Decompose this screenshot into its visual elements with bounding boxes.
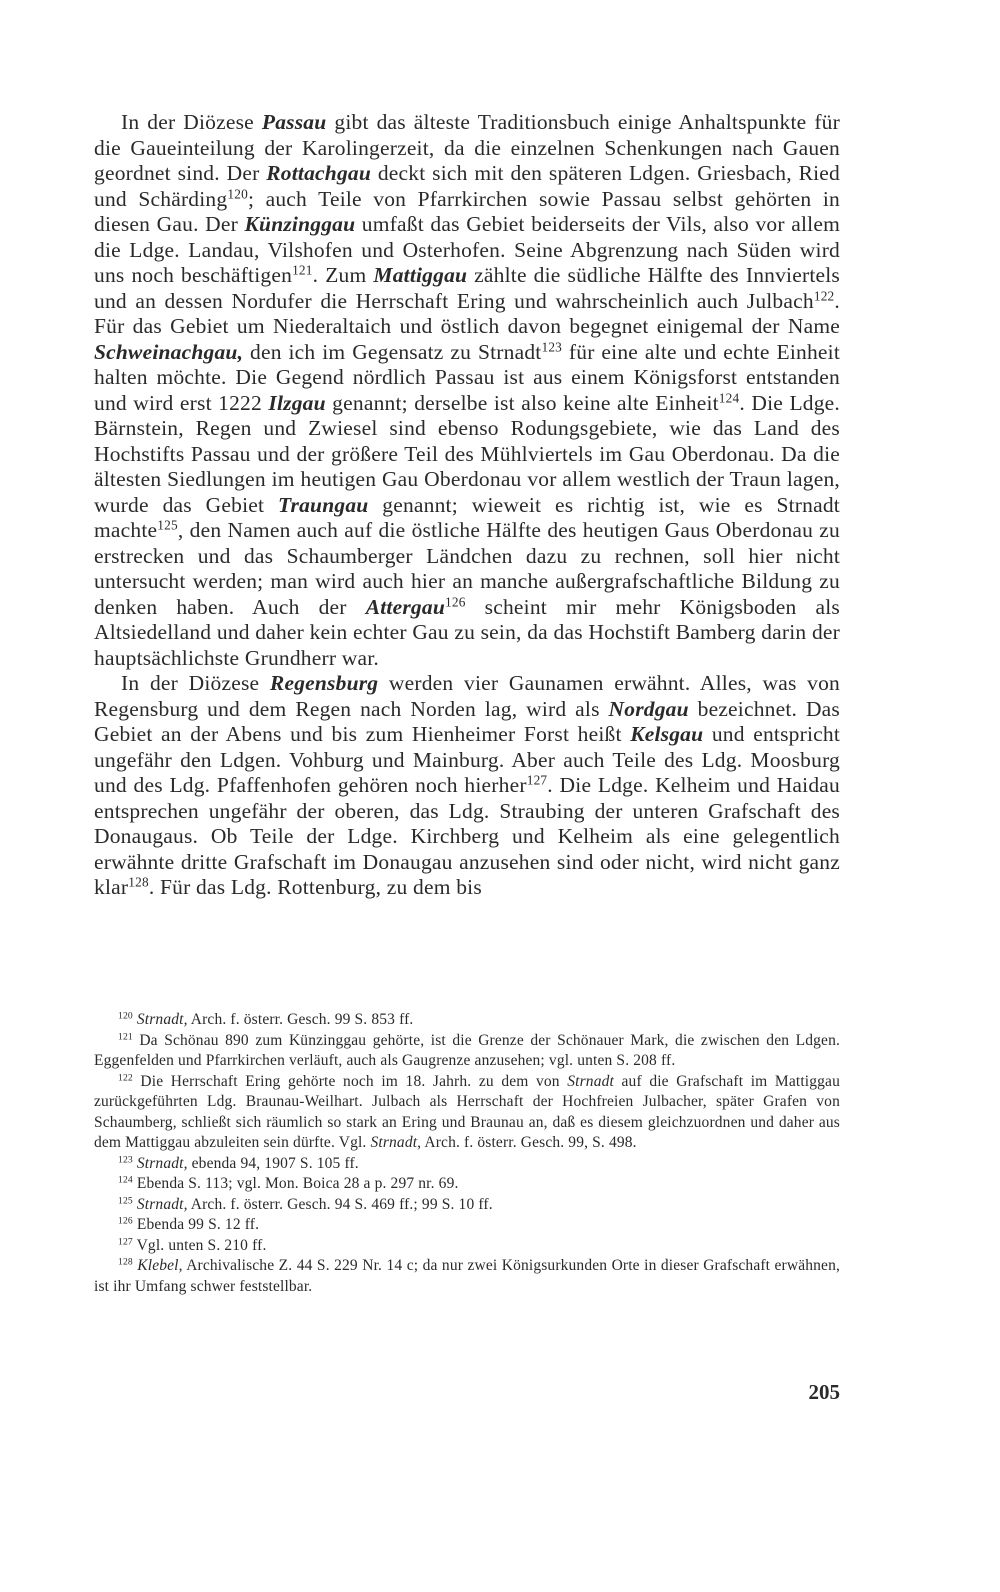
emphasized-place-name: Regensburg [269,671,379,695]
footnote-ref: 127 [526,772,548,788]
author-name: Strnadt, [136,1195,188,1213]
emphasized-place-name: Traungau [278,492,369,517]
text-run: den ich im Gegensatz zu Strnadt [243,339,542,364]
footnote-126 [94,1215,840,1236]
text-run: auf die Grafschaft im Mattiggau zurückgeführten Ldg. Braunau-Weilhart. Julbach als Herrschaft der Hochfreien Julbacher, später Grafen von Schaumberg, schließt sich räumlich so stark an Ering und Braunau an, daß es diesem gleichzuordnen und daher aus dem Mattiggau abzuleiten sein dürfte. Vgl. [94,1072,840,1151]
emphasized-place-name: Rottachgau [266,161,372,185]
text-run: Arch. f. österr. Gesch. 99 S. 853 ff. [187,1011,414,1028]
emphasized-place-name: Nordgau [608,696,689,721]
text-run: umfaßt das Gebiet beiderseits der Vils, also vor allem die Ldge. Landau, Vilshofen und Osterhofen. Seine Abgrenzung nach Süden wird uns noch beschäftigen [94,212,840,287]
text-run: Da Schönau 890 zum Künzinggau gehörte, ist die Grenze der Schönauer Mark, die zwischen den Ldgen. Eggenfelden und Pfarrkirchen verläuft, auch als Gaugrenze anzusehen; vgl. unten S. 208 ff. [94,1031,840,1069]
footnote-ref: 128 [118,1256,133,1268]
footnote-124 [94,1174,840,1195]
footnote-ref: 121 [118,1031,133,1043]
text-run: , den Namen auch auf die östliche Hälfte des heutigen Gaus Oberdonau zu erstrecken und das Schaumberger Ländchen dazu zu rechnen, soll hier nicht untersucht werden; man wird auch hier an manche außergrafschaftliche Bildung zu denken haben. Auch der [94,518,840,619]
text-run: scheint mir mehr Königsboden als Altsiedelland und daher kein echter Gau zu sein, da das Hochstift Bamberg darin der hauptsächlichste Grundherr war. [94,594,840,670]
text-run: Ebenda 99 S. 12 ff. [132,1216,260,1233]
text-run: . Die Ldge. Bärnstein, Regen und Zwiesel sind ebenso Rodungsgebiete, wie das Land des Hochstifts Passau und der größere Teil des Mühlviertels im Gau Oberdonau. Da die ältesten Siedlungen im heutigen Gau Oberdonau vor allem westlich der Traun lagen, wurde das Gebiet [94,390,840,517]
footnote-ref: 126 [118,1215,133,1227]
footnote-ref: 127 [118,1236,133,1248]
footnote-ref: 126 [444,594,466,610]
author-name: Strnadt, [136,1154,188,1172]
document-page [94,110,840,1570]
footnote-ref: 124 [718,390,740,406]
footnote-ref: 120 [227,186,248,202]
emphasized-place-name: Passau [261,110,327,134]
footnotes [94,1010,840,1297]
footnote-123 [94,1154,840,1175]
footnote-128 [94,1256,840,1297]
text-run: Vgl. unten S. 210 ff. [132,1236,267,1254]
footnote-ref: 122 [813,288,835,304]
text-run: Archivalische Z. 44 S. 229 Nr. 14 c; da nur zwei Königsurkunden Orte in dieser Grafschaft erwähnen, ist ihr Umfang schwer feststellbar. [94,1257,841,1295]
text-run: und entspricht ungefähr den Ldgen. Vohburg und Mainburg. Aber auch Teile des Ldg. Moosburg und des Ldg. Pfaffenhofen gehören noch hierher [94,722,840,797]
emphasized-place-name: Schweinachgau, [94,339,244,364]
text-run: deckt sich mit den späteren Ldgen. Griesbach, Ried und Schärding [94,161,840,211]
text-run: Ebenda S. 113; vgl. Mon. Boica 28 a p. 297 nr. 69. [132,1175,459,1192]
emphasized-place-name: Mattiggau [373,263,468,287]
author-name: Klebel, [137,1257,183,1274]
text-run: Arch. f. österr. Gesch. 99, S. 498. [421,1134,637,1151]
author-name: Strnadt [567,1072,614,1090]
emphasized-place-name: Künzinggau [244,212,356,236]
footnote-ref: 125 [157,517,178,533]
body-text [94,110,840,988]
emphasized-place-name: Ilzgau [268,390,326,415]
text-run: Arch. f. österr. Gesch. 94 S. 469 ff.; 99 S. 10 ff. [187,1195,493,1213]
footnote-122 [94,1072,840,1154]
emphasized-place-name: Kelsgau [630,722,704,746]
footnote-ref: 122 [118,1072,133,1084]
text-run: werden vier Gaunamen erwähnt. Alles, was von Regensburg und dem Regen nach Norden lag, wird als [94,671,840,721]
footnote-121 [94,1031,840,1072]
footnote-125 [94,1195,840,1216]
text-run: bezeichnet. Das Gebiet an der Abens und bis zum Hienheimer Forst heißt [94,696,840,746]
footnote-ref: 128 [128,874,149,890]
text-run: In der Diözese [121,110,262,134]
text-run: ebenda 94, 1907 S. 105 ff. [187,1154,359,1172]
paragraph-regensburg [94,671,840,901]
page-number: 205 [808,1380,840,1404]
footnote-120 [94,1010,840,1031]
text-run: zählte die südliche Hälfte des Innviertels und an dessen Nordufer die Herrschaft Ering und wahrscheinlich auch Julbach [94,263,840,313]
text-run: für eine alte und echte Einheit halten möchte. Die Gegend nördlich Passau ist aus einem Königsforst entstanden und wird erst 1222 [94,339,840,415]
text-run: . Für das Ldg. Rottenburg, zu dem bis [148,875,482,899]
text-run: genannt; derselbe ist also keine alte Einheit [325,390,719,415]
author-name: Strnadt, [370,1134,422,1151]
author-name: Strnadt, [136,1011,188,1028]
emphasized-place-name: Attergau [365,594,445,619]
text-run: gibt das älteste Traditionsbuch einige Anhaltspunkte für die Gaueinteilung der Karolingerzeit, da die einzelnen Schenkungen nach Gauen geordnet sind. Der [94,110,840,185]
paragraph-passau [94,110,840,671]
text-run: . Für das Gebiet um Niederaltaich und östlich davon begegnet einigemal der Name [94,288,840,338]
footnote-ref: 123 [118,1154,133,1166]
text-run: . Zum [312,263,374,287]
footnote-127 [94,1236,840,1257]
footnote-ref: 123 [541,339,563,355]
text-run: Die Herrschaft Ering gehörte noch im 18. Jahrh. zu dem von [132,1072,568,1090]
text-run: In der Diözese [121,671,270,695]
text-run: genannt; wieweit es richtig ist, wie es Strnadt machte [94,492,840,542]
text-run: . Die Ldge. Kelheim und Haidau entsprechen ungefähr der oberen, das Ldg. Straubing der unteren Grafschaft des Donaugaus. Ob Teile der Ldge. Kirchberg und Kelheim als eine gelegentlich erwähnte dritte Grafschaft im Donaugau anzusehen sind oder nicht, wird nicht ganz klar [94,773,840,899]
footnote-ref: 120 [118,1010,133,1022]
footnote-ref: 125 [118,1195,133,1207]
text-run: ; auch Teile von Pfarrkirchen sowie Passau selbst gehörten in diesen Gau. Der [94,186,840,236]
footnote-ref: 124 [118,1174,133,1186]
footnote-ref: 121 [292,262,313,278]
